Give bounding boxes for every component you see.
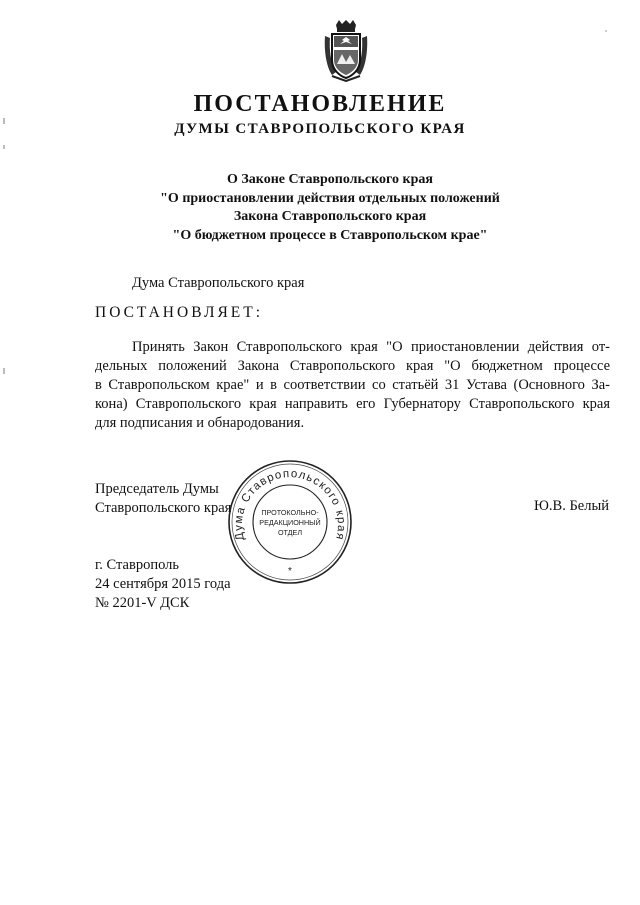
subject-line: "О приостановлении действия отдельных положений — [160, 190, 500, 206]
document-number: № 2201-V ДСК — [95, 595, 190, 611]
signatory-title-line: Ставропольского края — [95, 500, 232, 516]
stamp-inner-line: РЕДАКЦИОННЫЙ — [259, 518, 321, 527]
stamp-inner-line: ОТДЕЛ — [277, 528, 303, 537]
coat-of-arms-icon — [322, 20, 370, 82]
body-line: кона) Ставропольского края направить его Губернатору Ставропольского края — [95, 396, 610, 412]
body-line: в Ставропольском крае" и в соответствии со статьёй 31 Устава (Основного За- — [95, 377, 610, 393]
signatory-name: Ю.В. Белый — [534, 498, 609, 514]
body-line: Принять Закон Ставропольского края "О приостановлении действия от- — [132, 339, 610, 355]
intro-text: Дума Ставропольского края — [132, 275, 305, 291]
body-line: дельных положений Закона Ставропольского края "О бюджетном процессе — [95, 358, 610, 374]
scan-margin-mark — [3, 145, 5, 149]
subject-line: "О бюджетном процессе в Ставропольском крае" — [172, 227, 488, 243]
resolution-body — [95, 338, 610, 433]
issue-date: 24 сентября 2015 года — [95, 576, 231, 592]
document-footer — [95, 556, 231, 613]
document-title: ПОСТАНОВЛЕНИЕ — [193, 91, 447, 117]
stamp-star-icon: * — [288, 566, 292, 577]
official-stamp — [226, 458, 354, 586]
subject-line: Закона Ставропольского края — [233, 209, 427, 224]
resolves-heading: ПОСТАНОВЛЯЕТ: — [95, 304, 264, 321]
subject-line: О Законе Ставропольского края — [227, 172, 433, 187]
document-issuer: ДУМЫ СТАВРОПОЛЬСКОГО КРАЯ — [174, 121, 466, 137]
signatory-title-line: Председатель Думы — [95, 481, 219, 497]
stamp-inner-line: ПРОТОКОЛЬНО- — [261, 508, 319, 517]
body-line: для подписания и обнародования. — [95, 415, 305, 431]
signatory-title — [95, 480, 231, 518]
stamp-ring-text: Дума Ставропольского края — [232, 467, 348, 542]
scan-margin-mark — [3, 368, 5, 374]
scan-mark — [605, 30, 607, 32]
place-of-issue: г. Ставрополь — [95, 557, 180, 573]
document-subject — [110, 171, 550, 245]
